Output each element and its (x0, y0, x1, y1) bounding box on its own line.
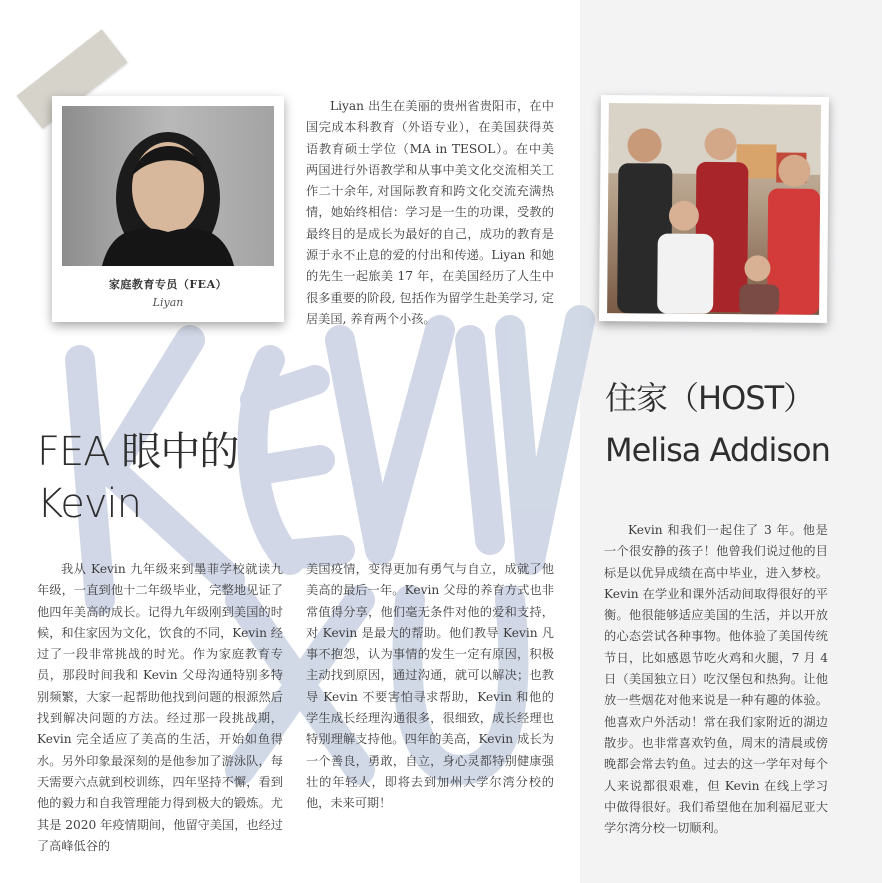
host-heading-line1: 住家（HOST） (605, 379, 815, 417)
fea-portrait-photo (62, 106, 274, 266)
woman-portrait-illustration (62, 106, 274, 266)
fea-caption-title: 家庭教育专员（FEA） (108, 278, 228, 291)
host-family-photo (607, 103, 821, 315)
fea-heading-line2: Kevin (37, 481, 141, 527)
host-heading-line2: Melisa Addison (605, 431, 830, 469)
fea-caption-name: Liyan (152, 296, 184, 309)
fea-heading-line1: FEA 眼中的 (37, 429, 239, 475)
fea-photo-card (52, 96, 284, 322)
liyan-bio-paragraph: Liyan 出生在美丽的贵州省贵阳市，在中国完成本科教育（外语专业），在美国获得英语教育硕士学位（MA in TESOL）。在中美两国进行外语教学和从事中美文化交流相关工作二十余年, 对国际教育和跨文化交流充满热情，她始终相信：学习是一生的功课，受教的最终目的是成长为最好的自己，成功的教育是源于永不止息的爱的付出和传递。Liyan 和她的先生一起旅美 17 年，在美国经历了人生中很多重要的阶段, 包括作为留学生赴美学习, 定居美国, 养育两个小孩。 (306, 99, 554, 326)
family-group-illustration (607, 103, 821, 315)
host-family-photo-card (599, 95, 829, 323)
fea-text-column-2: 美国疫情，变得更加有勇气与自立，成就了他美高的最后一年。Kevin 父母的养育方式也非常值得分享，他们毫无条件对他的爱和支持，对 Kevin 是最大的帮助。他们教导 Kevin 凡事不抱怨，认为事情的发生一定有原因，积极主动找到原因，通过沟通，就可以解决；也教导 Kevin 不要害怕寻求帮助，Kevin 和他的学生成长经理沟通很多，很细致，成长经理也特别理解支持他。四年的美高，Kevin 成长为一个善良，勇敢，自立，身心灵都特别健康强壮的年轻人，即将去到加州大学尔湾分校的他，未来可期！ (306, 562, 554, 811)
host-section-heading (605, 372, 830, 476)
fea-section-heading (37, 426, 238, 530)
host-text-column: Kevin 和我们一起住了 3 年。他是一个很安静的孩子！他曾我们说过他的目标是以优异成绩在高中毕业，进入梦校。Kevin 在学业和课外活动间取得很好的平衡。他很能够适应美国的生活，并以开放的心态尝试各种事物。他体验了美国传统节日，比如感恩节吃火鸡和火腿，7 月 4 日（美国独立日）吃汉堡包和热狗。让他放一些烟花对他来说是一种有趣的体验。他喜欢户外活动！常在我们家附近的湖边散步。也非常喜欢钓鱼，周末的清晨或傍晚都会常去钓鱼。过去的这一学年对每个人来说都很艰难，但 Kevin 在线上学习中做得很好。我们希望他在加利福尼亚大学尔湾分校一切顺利。 (604, 523, 828, 836)
fea-text-column-1: 我从 Kevin 九年级来到墨菲学校就读九年级，一直到他十二年级毕业，完整地见证了他四年美高的成长。记得九年级刚到美国的时候，和住家因为文化，饮食的不同，Kevin 经过了一段非常挑战的时光。作为家庭教育专员，那段时间我和 Kevin 父母沟通特别多特别频繁，大家一起帮助他找到问题的根源然后找到解决问题的方法。经过那一段挑战期，Kevin 完全适应了美高的生活，开始如鱼得水。另外印象最深刻的是他参加了游泳队，每天需要六点就到校训练，四年坚持不懈，看到他的毅力和自我管理能力得到极大的锻炼。尤其是 2020 年疫情期间，他留守美国，也经过了高峰低谷的 (37, 562, 283, 853)
